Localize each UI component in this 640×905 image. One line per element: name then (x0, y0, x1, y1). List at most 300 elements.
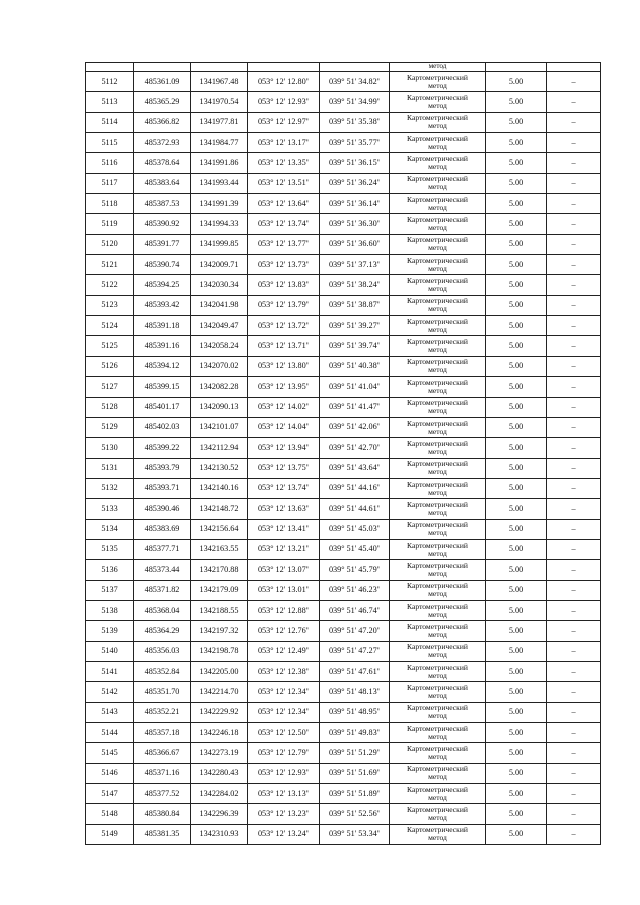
accuracy-cell: 5.00 (486, 397, 547, 417)
table-row (86, 173, 601, 193)
accuracy-cell: 5.00 (486, 377, 547, 397)
method-line-2: метод (428, 345, 447, 355)
accuracy-cell: 5.00 (486, 804, 547, 824)
method-line-1: Картометрический (407, 479, 468, 489)
y-coordinate-cell: 1342030.34 (191, 275, 248, 295)
table-row (86, 295, 601, 315)
method-line-2: метод (428, 121, 447, 131)
note-cell: – (547, 356, 601, 376)
longitude-cell: 039° 51' 36.30" (320, 214, 390, 234)
method-line-2: метод (428, 487, 447, 497)
y-coordinate-cell: 1342101.07 (191, 417, 248, 437)
point-number-cell: 5137 (86, 580, 134, 600)
point-number-cell: 5117 (86, 173, 134, 193)
latitude-cell: 053° 12' 12.93" (248, 763, 320, 783)
accuracy-cell: 5.00 (486, 295, 547, 315)
note-cell: – (547, 458, 601, 478)
x-coordinate-cell: 485394.12 (134, 356, 191, 376)
method-cell (390, 621, 486, 641)
longitude-cell: 039° 51' 36.24" (320, 173, 390, 193)
accuracy-cell: 5.00 (486, 112, 547, 132)
method-cell (390, 356, 486, 376)
point-number-cell: 5126 (86, 356, 134, 376)
point-number-cell: 5116 (86, 153, 134, 173)
method-line-1: Картометрический (407, 133, 468, 143)
point-number-cell: 5113 (86, 92, 134, 112)
method-line-2: метод (428, 690, 447, 700)
y-coordinate-cell: 1342205.00 (191, 661, 248, 681)
y-coordinate-cell: 1342179.09 (191, 580, 248, 600)
point-number-cell: 5118 (86, 194, 134, 214)
method-line-1: Картометрический (407, 642, 468, 652)
method-cell (390, 234, 486, 254)
point-number-cell: 5112 (86, 72, 134, 92)
method-line-1: Картометрический (407, 215, 468, 225)
accuracy-cell: 5.00 (486, 661, 547, 681)
latitude-cell: 053° 12' 13.72" (248, 316, 320, 336)
point-number-cell: 5121 (86, 255, 134, 275)
note-cell: – (547, 743, 601, 763)
y-coordinate-cell: 1342198.78 (191, 641, 248, 661)
accuracy-cell: 5.00 (486, 316, 547, 336)
accuracy-cell: 5.00 (486, 438, 547, 458)
latitude-cell: 053° 12' 13.80" (248, 356, 320, 376)
point-number-cell: 5115 (86, 133, 134, 153)
cell-empty (486, 63, 547, 72)
note-cell: – (547, 824, 601, 844)
table-row (86, 723, 601, 743)
method-line-2: метод (428, 650, 447, 660)
longitude-cell: 039° 51' 45.79" (320, 560, 390, 580)
table-row (86, 214, 601, 234)
method-line-2: метод (428, 589, 447, 599)
y-coordinate-cell: 1341991.86 (191, 153, 248, 173)
y-coordinate-cell: 1342170.88 (191, 560, 248, 580)
note-cell: – (547, 92, 601, 112)
x-coordinate-cell: 485377.52 (134, 784, 191, 804)
method-line-1: Картометрический (407, 438, 468, 448)
y-coordinate-cell: 1341993.44 (191, 173, 248, 193)
latitude-cell: 053° 12' 13.73" (248, 255, 320, 275)
x-coordinate-cell: 485387.53 (134, 194, 191, 214)
note-cell: – (547, 499, 601, 519)
point-number-cell: 5149 (86, 824, 134, 844)
cell-empty (248, 63, 320, 72)
accuracy-cell: 5.00 (486, 92, 547, 112)
table-row (86, 682, 601, 702)
x-coordinate-cell: 485357.18 (134, 723, 191, 743)
accuracy-cell: 5.00 (486, 133, 547, 153)
point-number-cell: 5147 (86, 784, 134, 804)
method-line-2: метод (428, 243, 447, 253)
table-row (86, 255, 601, 275)
cell-empty (320, 63, 390, 72)
method-line-1: Картометрический (407, 784, 468, 794)
method-line-2: метод (428, 772, 447, 782)
method-cell (390, 641, 486, 661)
x-coordinate-cell: 485380.84 (134, 804, 191, 824)
point-number-cell: 5119 (86, 214, 134, 234)
accuracy-cell: 5.00 (486, 723, 547, 743)
y-coordinate-cell: 1342296.39 (191, 804, 248, 824)
x-coordinate-cell: 485371.82 (134, 580, 191, 600)
method-line-1: Картометрический (407, 337, 468, 347)
table-row (86, 438, 601, 458)
y-coordinate-cell: 1342058.24 (191, 336, 248, 356)
latitude-cell: 053° 12' 12.97" (248, 112, 320, 132)
method-cell (390, 682, 486, 702)
method-cell (390, 723, 486, 743)
method-line-2: метод (428, 752, 447, 762)
accuracy-cell: 5.00 (486, 194, 547, 214)
table-row (86, 92, 601, 112)
note-cell: – (547, 133, 601, 153)
latitude-cell: 053° 12' 12.88" (248, 600, 320, 620)
y-coordinate-cell: 1342229.92 (191, 702, 248, 722)
longitude-cell: 039° 51' 43.64" (320, 458, 390, 478)
method-line-1: Картометрический (407, 93, 468, 103)
method-line-2: метод (428, 507, 447, 517)
method-line-2: метод (428, 406, 447, 416)
accuracy-cell: 5.00 (486, 580, 547, 600)
latitude-cell: 053° 12' 12.80" (248, 72, 320, 92)
y-coordinate-cell: 1342140.16 (191, 478, 248, 498)
table-row (86, 316, 601, 336)
note-cell: – (547, 560, 601, 580)
x-coordinate-cell: 485393.42 (134, 295, 191, 315)
method-line-2: метод (428, 304, 447, 314)
y-coordinate-cell: 1342273.19 (191, 743, 248, 763)
cell-empty (191, 63, 248, 72)
table-row (86, 784, 601, 804)
longitude-cell: 039° 51' 42.70" (320, 438, 390, 458)
method-line-1: Картометрический (407, 113, 468, 123)
latitude-cell: 053° 12' 13.01" (248, 580, 320, 600)
y-coordinate-cell: 1341967.48 (191, 72, 248, 92)
method-cell (390, 214, 486, 234)
method-cell (390, 173, 486, 193)
method-line-1: Картометрический (407, 581, 468, 591)
note-cell: – (547, 438, 601, 458)
point-number-cell: 5146 (86, 763, 134, 783)
method-line-2: метод (428, 385, 447, 395)
method-line-2: метод (428, 162, 447, 172)
table-row (86, 417, 601, 437)
table-row (86, 804, 601, 824)
latitude-cell: 053° 12' 12.34" (248, 702, 320, 722)
cell-empty (86, 63, 134, 72)
method-line-1: Картометрический (407, 520, 468, 530)
x-coordinate-cell: 485368.04 (134, 600, 191, 620)
y-coordinate-cell: 1342148.72 (191, 499, 248, 519)
y-coordinate-cell: 1342163.55 (191, 539, 248, 559)
latitude-cell: 053° 12' 12.76" (248, 621, 320, 641)
method-line-1: Картометрический (407, 662, 468, 672)
y-coordinate-cell: 1342156.64 (191, 519, 248, 539)
x-coordinate-cell: 485356.03 (134, 641, 191, 661)
method-line-2: метод (428, 202, 447, 212)
table-row (86, 580, 601, 600)
point-number-cell: 5130 (86, 438, 134, 458)
method-line-1: Картометрический (407, 235, 468, 245)
accuracy-cell: 5.00 (486, 784, 547, 804)
method-line-1: Картометрический (407, 560, 468, 570)
longitude-cell: 039° 51' 47.61" (320, 661, 390, 681)
method-line-2: метод (428, 670, 447, 680)
y-coordinate-cell: 1341991.39 (191, 194, 248, 214)
method-line-2: метод (428, 426, 447, 436)
x-coordinate-cell: 485399.15 (134, 377, 191, 397)
note-cell: – (547, 580, 601, 600)
table-row (86, 336, 601, 356)
note-cell: – (547, 763, 601, 783)
x-coordinate-cell: 485393.79 (134, 458, 191, 478)
method-cell (390, 824, 486, 844)
x-coordinate-cell: 485390.92 (134, 214, 191, 234)
longitude-cell: 039° 51' 44.16" (320, 478, 390, 498)
latitude-cell: 053° 12' 13.74" (248, 214, 320, 234)
x-coordinate-cell: 485372.93 (134, 133, 191, 153)
method-cell (390, 539, 486, 559)
latitude-cell: 053° 12' 14.04" (248, 417, 320, 437)
accuracy-cell: 5.00 (486, 824, 547, 844)
x-coordinate-cell: 485390.74 (134, 255, 191, 275)
method-line-2: метод (428, 182, 447, 192)
method-cell (390, 580, 486, 600)
latitude-cell: 053° 12' 12.49" (248, 641, 320, 661)
longitude-cell: 039° 51' 38.87" (320, 295, 390, 315)
y-coordinate-cell: 1342280.43 (191, 763, 248, 783)
x-coordinate-cell: 485383.64 (134, 173, 191, 193)
latitude-cell: 053° 12' 13.83" (248, 275, 320, 295)
method-line-1: Картометрический (407, 459, 468, 469)
x-coordinate-cell: 485366.67 (134, 743, 191, 763)
latitude-cell: 053° 12' 13.07" (248, 560, 320, 580)
note-cell: – (547, 539, 601, 559)
longitude-cell: 039° 51' 34.82" (320, 72, 390, 92)
method-line-1: Картометрический (407, 764, 468, 774)
point-number-cell: 5131 (86, 458, 134, 478)
x-coordinate-cell: 485352.21 (134, 702, 191, 722)
longitude-cell: 039° 51' 46.23" (320, 580, 390, 600)
method-line-1: Картометрический (407, 398, 468, 408)
method-cell (390, 275, 486, 295)
note-cell: – (547, 723, 601, 743)
table-row (86, 499, 601, 519)
y-coordinate-cell: 1342284.02 (191, 784, 248, 804)
table-row (86, 763, 601, 783)
accuracy-cell: 5.00 (486, 417, 547, 437)
latitude-cell: 053° 12' 13.79" (248, 295, 320, 315)
method-line-2: метод (428, 833, 447, 843)
method-line-1: Картометрический (407, 540, 468, 550)
accuracy-cell: 5.00 (486, 234, 547, 254)
method-line-1: Картометрический (407, 601, 468, 611)
note-cell: – (547, 377, 601, 397)
note-cell: – (547, 234, 601, 254)
y-coordinate-cell: 1342130.52 (191, 458, 248, 478)
method-line-2: метод (428, 731, 447, 741)
y-coordinate-cell: 1342246.18 (191, 723, 248, 743)
point-number-cell: 5145 (86, 743, 134, 763)
y-coordinate-cell: 1341994.33 (191, 214, 248, 234)
x-coordinate-cell: 485378.64 (134, 153, 191, 173)
latitude-cell: 053° 12' 12.50" (248, 723, 320, 743)
accuracy-cell: 5.00 (486, 153, 547, 173)
table-row (86, 275, 601, 295)
accuracy-cell: 5.00 (486, 478, 547, 498)
latitude-cell: 053° 12' 13.75" (248, 458, 320, 478)
x-coordinate-cell: 485352.84 (134, 661, 191, 681)
method-line-1: Картометрический (407, 154, 468, 164)
accuracy-cell: 5.00 (486, 539, 547, 559)
accuracy-cell: 5.00 (486, 621, 547, 641)
note-cell: – (547, 804, 601, 824)
longitude-cell: 039° 51' 38.24" (320, 275, 390, 295)
accuracy-cell: 5.00 (486, 336, 547, 356)
note-cell: – (547, 519, 601, 539)
x-coordinate-cell: 485371.16 (134, 763, 191, 783)
method-line-2: метод (428, 365, 447, 375)
latitude-cell: 053° 12' 13.71" (248, 336, 320, 356)
longitude-cell: 039° 51' 36.60" (320, 234, 390, 254)
latitude-cell: 053° 12' 14.02" (248, 397, 320, 417)
y-coordinate-cell: 1342009.71 (191, 255, 248, 275)
longitude-cell: 039° 51' 45.03" (320, 519, 390, 539)
longitude-cell: 039° 51' 45.40" (320, 539, 390, 559)
method-cell (390, 702, 486, 722)
latitude-cell: 053° 12' 13.17" (248, 133, 320, 153)
longitude-cell: 039° 51' 46.74" (320, 600, 390, 620)
method-cell (390, 417, 486, 437)
method-cell (390, 763, 486, 783)
y-coordinate-cell: 1342070.02 (191, 356, 248, 376)
method-cell (390, 133, 486, 153)
note-cell: – (547, 641, 601, 661)
longitude-cell: 039° 51' 44.61" (320, 499, 390, 519)
x-coordinate-cell: 485391.18 (134, 316, 191, 336)
note-cell: – (547, 682, 601, 702)
latitude-cell: 053° 12' 13.63" (248, 499, 320, 519)
point-number-cell: 5132 (86, 478, 134, 498)
note-cell: – (547, 621, 601, 641)
table-row (86, 560, 601, 580)
method-cell-continued: метод (390, 63, 486, 72)
cell-empty (547, 63, 601, 72)
point-number-cell: 5129 (86, 417, 134, 437)
longitude-cell: 039° 51' 48.95" (320, 702, 390, 722)
accuracy-cell: 5.00 (486, 519, 547, 539)
cell-empty (134, 63, 191, 72)
point-number-cell: 5125 (86, 336, 134, 356)
longitude-cell: 039° 51' 47.20" (320, 621, 390, 641)
table-row (86, 194, 601, 214)
note-cell: – (547, 702, 601, 722)
latitude-cell: 053° 12' 13.64" (248, 194, 320, 214)
longitude-cell: 039° 51' 39.27" (320, 316, 390, 336)
note-cell: – (547, 275, 601, 295)
table-row (86, 519, 601, 539)
method-line-2: метод (428, 528, 447, 538)
accuracy-cell: 5.00 (486, 275, 547, 295)
method-cell (390, 804, 486, 824)
method-line-1: Картометрический (407, 72, 468, 82)
method-line-2: метод (428, 711, 447, 721)
method-line-1: Картометрический (407, 805, 468, 815)
x-coordinate-cell: 485399.22 (134, 438, 191, 458)
note-cell: – (547, 661, 601, 681)
table-row (86, 377, 601, 397)
note-cell: – (547, 153, 601, 173)
table-row (86, 600, 601, 620)
method-line-1: Картометрический (407, 723, 468, 733)
longitude-cell: 039° 51' 34.99" (320, 92, 390, 112)
longitude-cell: 039° 51' 37.13" (320, 255, 390, 275)
method-line-2: метод (428, 609, 447, 619)
longitude-cell: 039° 51' 51.29" (320, 743, 390, 763)
longitude-cell: 039° 51' 48.13" (320, 682, 390, 702)
method-line-1: Картометрический (407, 418, 468, 428)
y-coordinate-cell: 1342049.47 (191, 316, 248, 336)
note-cell: – (547, 478, 601, 498)
longitude-cell: 039° 51' 49.83" (320, 723, 390, 743)
y-coordinate-cell: 1342082.28 (191, 377, 248, 397)
note-cell: – (547, 784, 601, 804)
point-number-cell: 5143 (86, 702, 134, 722)
method-line-2: метод (428, 263, 447, 273)
latitude-cell: 053° 12' 13.51" (248, 173, 320, 193)
method-line-2: метод (428, 629, 447, 639)
method-line-2: метод (428, 446, 447, 456)
method-cell (390, 478, 486, 498)
point-number-cell: 5128 (86, 397, 134, 417)
latitude-cell: 053° 12' 13.23" (248, 804, 320, 824)
method-cell (390, 397, 486, 417)
latitude-cell: 053° 12' 13.35" (248, 153, 320, 173)
longitude-cell: 039° 51' 42.06" (320, 417, 390, 437)
x-coordinate-cell: 485393.71 (134, 478, 191, 498)
longitude-cell: 039° 51' 35.77" (320, 133, 390, 153)
table-row (86, 72, 601, 92)
method-line-1: Картометрический (407, 621, 468, 631)
longitude-cell: 039° 51' 51.89" (320, 784, 390, 804)
method-cell (390, 295, 486, 315)
x-coordinate-cell: 485361.09 (134, 72, 191, 92)
y-coordinate-cell: 1341999.85 (191, 234, 248, 254)
method-line-2: метод (428, 324, 447, 334)
accuracy-cell: 5.00 (486, 499, 547, 519)
method-line-2: метод (428, 141, 447, 151)
point-number-cell: 5136 (86, 560, 134, 580)
longitude-cell: 039° 51' 35.38" (320, 112, 390, 132)
method-line-2: метод (428, 467, 447, 477)
accuracy-cell: 5.00 (486, 72, 547, 92)
table-body (86, 63, 601, 845)
longitude-cell: 039° 51' 39.74" (320, 336, 390, 356)
method-line-2: метод (428, 813, 447, 823)
note-cell: – (547, 194, 601, 214)
method-cell (390, 316, 486, 336)
note-cell: – (547, 417, 601, 437)
point-number-cell: 5138 (86, 600, 134, 620)
note-cell: – (547, 316, 601, 336)
latitude-cell: 053° 12' 13.21" (248, 539, 320, 559)
y-coordinate-cell: 1341984.77 (191, 133, 248, 153)
table-row (86, 153, 601, 173)
table-row (86, 458, 601, 478)
longitude-cell: 039° 51' 36.15" (320, 153, 390, 173)
accuracy-cell: 5.00 (486, 173, 547, 193)
